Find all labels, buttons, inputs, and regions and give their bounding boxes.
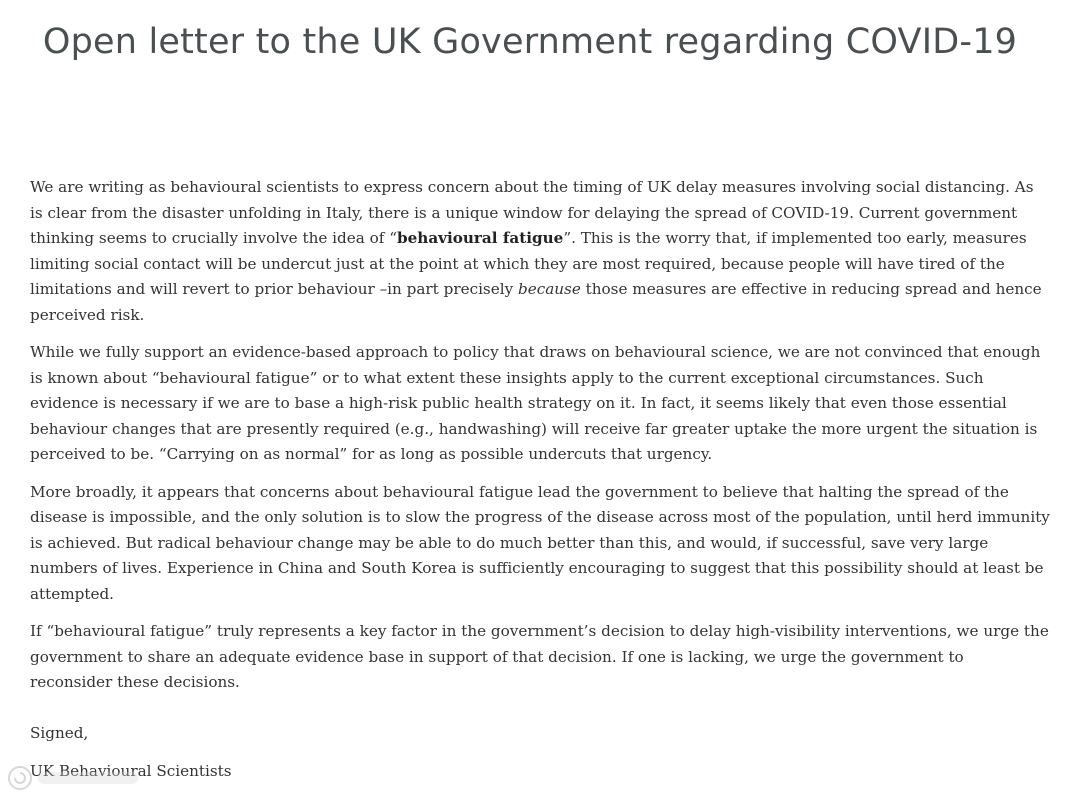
watermark-logo-icon: [6, 763, 146, 793]
paragraph-2: While we fully support an evidence-based approach to policy that draws on behavioural science, we are not convinced that enough is known about “behavioural fatigue” or to what extent these insights apply to the current exceptional circumstances. Such evidence is necessary if we are to base a high-risk public health strategy on it. In fact, it seems likely that even those essential behaviour changes that are presently required (e.g., handwashing) will receive far greater uptake the more urgent the situation is perceived to be. “Carrying on as normal” for as long as possible undercuts that urgency.: [30, 343, 1041, 463]
paragraph-1: [30, 175, 1050, 328]
signed-label: Signed,: [30, 724, 89, 742]
emphasis-behavioural-fatigue: behavioural fatigue: [397, 229, 564, 247]
page-title: Open letter to the UK Government regarding COVID-19: [42, 22, 1018, 62]
paragraph-1-text-a: We are writing as behavioural scientists to express concern about the timing of UK delay measures involving social distancing. As is clear from the disaster unfolding in Italy, there is a unique window for delaying the spread of COVID-19. Current government thinking seems to crucially involve the idea of “: [30, 178, 1034, 247]
paragraph-3: More broadly, it appears that concerns about behavioural fatigue lead the government to believe that halting the spread of the disease is impossible, and the only solution is to slow the progress of the disease across most of the population, until herd immunity is achieved. But radical behaviour change may be able to do much better than this, and would, if successful, save very large numbers of lives. Experience in China and South Korea is sufficiently encouraging to suggest that this possibility should at least be attempted.: [30, 482, 1050, 603]
signatory: UK Behavioural Scientists: [30, 762, 232, 780]
paragraph-1-text-c: ”. This is the worry that, if implemented too early, measures limiting social contact will be undercut just at the point at which they are most required, because people will have tired of the limitations and will revert to prior behaviour –in part precisely: [30, 229, 1027, 298]
paragraph-1-text-e: those measures are effective in reducing spread and hence perceived risk.: [30, 280, 1042, 324]
letter-body: [30, 175, 1050, 708]
emphasis-because: because: [517, 280, 581, 298]
paragraph-4: If “behavioural fatigue” truly represents a key factor in the government’s decision to delay high-visibility interventions, we urge the government to share an adequate evidence base in support of that decision. If one is lacking, we urge the government to reconsider these decisions.: [30, 622, 1049, 691]
